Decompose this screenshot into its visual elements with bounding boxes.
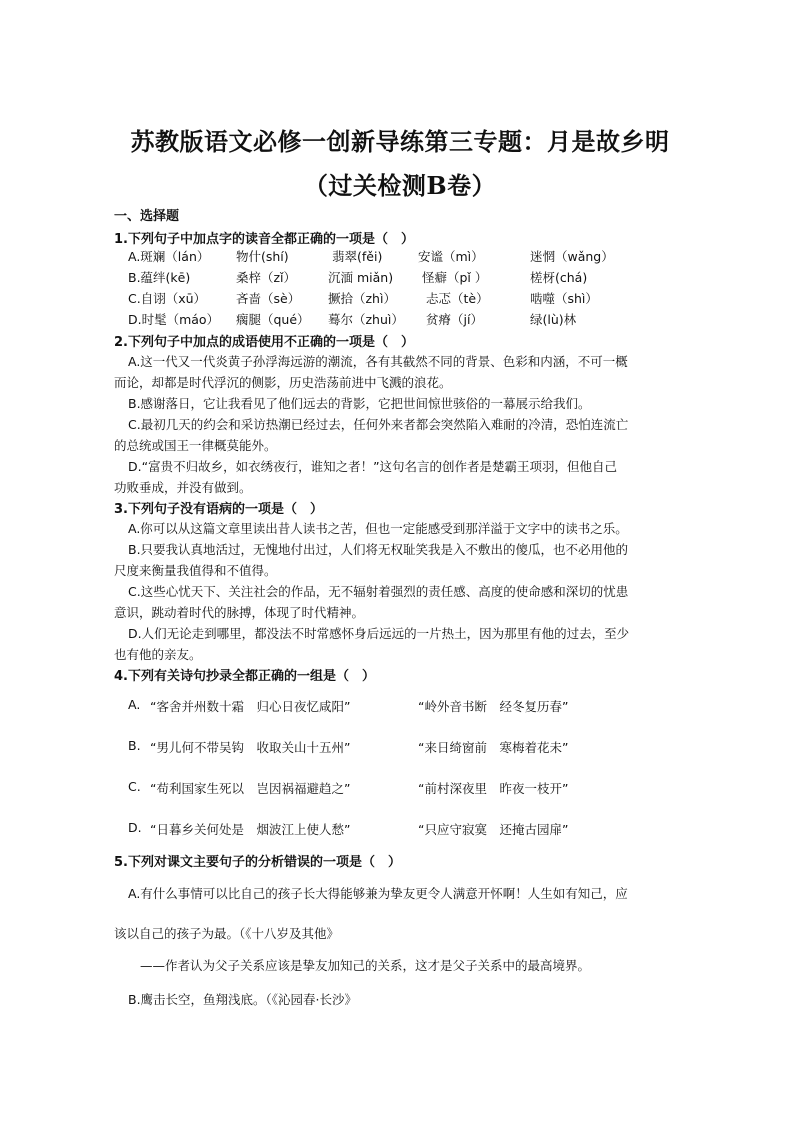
q4-a-verse-2: “岭外音书断 经冬复历春” xyxy=(418,699,569,714)
q4-b-verse-1: “男儿何不带吴钩 收取关山十五州” xyxy=(150,740,351,755)
q4-option-b xyxy=(128,738,688,758)
question-2-stem: 2.下列句子中加点的成语使用不正确的一项是（ ） xyxy=(114,335,414,350)
q3-line-7: 也有他的亲友。 xyxy=(114,647,202,662)
q4-a-verse-1: “客舍并州数十霜 归心日夜忆咸阳” xyxy=(150,699,351,714)
q1-option-row-a xyxy=(128,247,688,267)
q4-c-verse-2: “前村深夜里 昨夜一枝开” xyxy=(418,781,569,796)
q1-b-item-1: B.蕴绊(kē) xyxy=(128,270,191,285)
q5-line-2: 该以自己的孩子为最。（《十八岁及其他》 xyxy=(114,926,340,941)
q4-d-letter: D. xyxy=(128,820,142,835)
q1-b-item-2: 桑梓（zǐ） xyxy=(236,270,297,285)
q1-option-row-b xyxy=(128,268,688,288)
q1-a-item-3: 翡翠(fěi) xyxy=(332,249,383,264)
q2-line-1: A.这一代又一代炎黄子孙浮海远游的潮流，各有其截然不同的背景、色彩和内涵，不可一概 xyxy=(128,354,628,369)
q1-a-item-5: 迷惘（wǎng） xyxy=(530,249,614,264)
q2-line-7: 功败垂成，并没有做到。 xyxy=(114,480,252,495)
q1-option-row-c xyxy=(128,289,688,309)
q4-option-a xyxy=(128,697,688,717)
q1-b-item-3: 沉湎 miǎn) xyxy=(328,270,394,285)
q1-c-item-3: 撅拾（zhì） xyxy=(328,291,396,306)
q3-line-2: B.只要我认真地活过，无愧地付出过，人们将无权耻笑我是入不敷出的傻瓜，也不必用他的 xyxy=(128,542,629,557)
question-4-stem: 4.下列有关诗句抄录全都正确的一组是（ ） xyxy=(114,669,375,684)
q1-c-item-1: C.自诩（xū） xyxy=(128,291,207,306)
q4-b-verse-2: “来日绮窗前 寒梅着花未” xyxy=(418,740,569,755)
q4-option-c xyxy=(128,779,688,799)
q1-d-item-2: 瘸腿（qué） xyxy=(236,312,310,327)
q1-c-item-4: 忐忑（tè） xyxy=(426,291,489,306)
q2-line-3: B.感谢落日，它让我看见了他们远去的背影，它把世间惊世骇俗的一幕展示给我们。 xyxy=(128,396,591,411)
question-1-stem: 1.下列句子中加点字的读音全都正确的一项是（ ） xyxy=(114,232,414,247)
q3-line-6: D.人们无论走到哪里，都没法不时常感怀身后远远的一片热土，因为那里有他的过去，至少 xyxy=(128,626,630,641)
q4-b-letter: B. xyxy=(128,738,141,753)
q3-line-5: 意识，跳动着时代的脉搏，体现了时代精神。 xyxy=(114,605,365,620)
q1-c-item-5: 啮噬（shì） xyxy=(530,291,598,306)
q5-line-1: A.有什么事情可以比自己的孩子长大得能够兼为挚友更令人满意开怀啊！人生如有知己，应 xyxy=(128,886,628,901)
q1-option-row-d xyxy=(128,310,688,330)
section-heading: 一、选择题 xyxy=(114,209,180,224)
document-title: 苏教版语文必修一创新导练第三专题：月是故乡明（过关检测B卷） xyxy=(130,127,670,200)
q5-line-3: ——作者认为父子关系应该是挚友加知己的关系，这才是父子关系中的最高境界。 xyxy=(140,958,591,973)
q1-d-item-3: 蓦尔（zhuì） xyxy=(328,312,404,327)
q1-b-item-4: 怪癖（pǐ ） xyxy=(422,270,488,285)
question-3-stem: 3.下列句子没有语病的一项是（ ） xyxy=(114,502,323,517)
q4-d-verse-2: “只应守寂寞 还掩古园扉” xyxy=(418,822,569,837)
q1-c-item-2: 吝啬（sè） xyxy=(236,291,301,306)
q2-line-6: D.“富贵不归故乡，如衣绣夜行，谁知之者！”这句名言的创作者是楚霸王项羽，但他自己 xyxy=(128,459,618,474)
q4-a-letter: A. xyxy=(128,697,141,712)
q1-d-item-5: 绿(lù)林 xyxy=(530,312,577,327)
q1-a-item-2: 物什(shí) xyxy=(236,249,289,264)
q2-line-2: 而论，却都是时代浮沉的侧影，历史浩荡前进中飞溅的浪花。 xyxy=(114,375,452,390)
q1-d-item-4: 贫瘠（jí） xyxy=(426,312,483,327)
q1-d-item-1: D.时髦（máo） xyxy=(128,312,220,327)
q3-line-3: 尺度来衡量我值得和不值得。 xyxy=(114,563,277,578)
q2-line-4: C.最初几天的约会和采访热潮已经过去，任何外来者都会突然陷入难耐的冷清，恐怕连流亡 xyxy=(128,417,629,432)
q4-d-verse-1: “日暮乡关何处是 烟波江上使人愁” xyxy=(150,822,351,837)
q1-a-item-1: A.斑斓（lán） xyxy=(128,249,210,264)
q5-line-4: B.鹰击长空，鱼翔浅底。（《沁园春·长沙》 xyxy=(128,992,358,1007)
q4-option-d xyxy=(128,820,688,840)
q1-a-item-4: 安谧（mì） xyxy=(418,249,484,264)
q3-line-1: A.你可以从这篇文章里读出昔人读书之苦，但也一定能感受到那洋溢于文字中的读书之乐。 xyxy=(128,521,628,536)
q3-line-4: C.这些心忧天下、关注社会的作品，无不辐射着强烈的责任感、高度的使命感和深切的忧患 xyxy=(128,584,629,599)
q1-b-item-5: 槎枒(chá) xyxy=(530,270,588,285)
q4-c-letter: C. xyxy=(128,779,141,794)
q2-line-5: 的总统或国王一律概莫能外。 xyxy=(114,438,277,453)
q4-c-verse-1: “苟利国家生死以 岂因祸福避趋之” xyxy=(150,781,351,796)
question-5-stem: 5.下列对课文主要句子的分析错误的一项是（ ） xyxy=(114,855,401,870)
